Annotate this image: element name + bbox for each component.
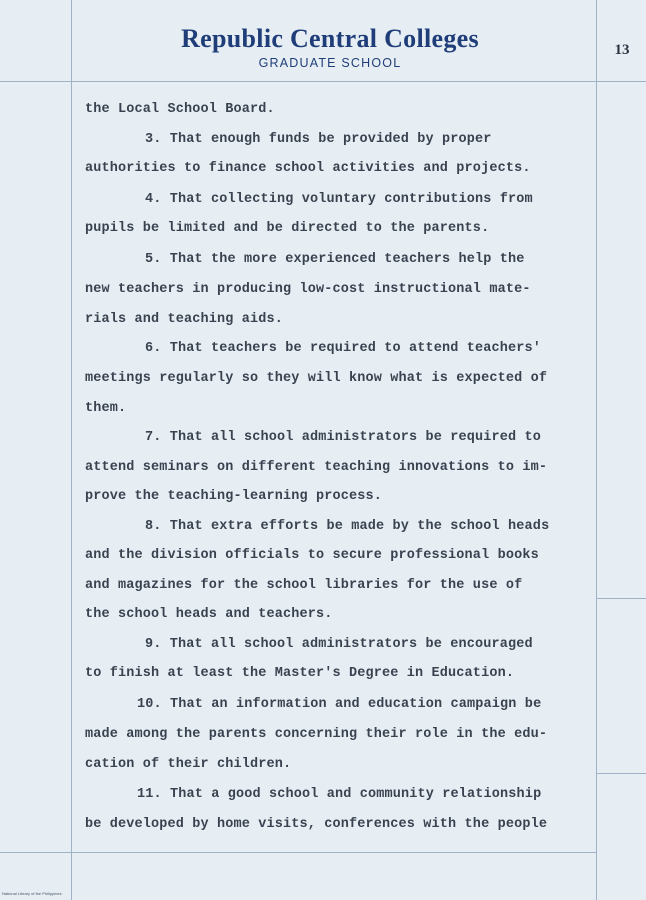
text-line: meetings regularly so they will know what is expected of	[85, 371, 548, 386]
text-line: prove the teaching-learning process.	[85, 489, 383, 504]
footer-rule	[0, 852, 596, 853]
text-line: 11. That a good school and community relationship	[137, 787, 542, 802]
text-line: 4. That collecting voluntary contributions from	[145, 192, 533, 207]
text-line: 5. That the more experienced teachers help the	[145, 252, 525, 267]
page-number: 13	[614, 42, 630, 58]
text-line: to finish at least the Master's Degree in Education.	[85, 666, 515, 681]
text-line: 6. That teachers be required to attend teachers'	[145, 341, 542, 356]
text-line: cation of their children.	[85, 757, 292, 772]
text-line: 3. That enough funds be provided by proper	[145, 132, 492, 147]
text-line: them.	[85, 401, 127, 416]
text-line: made among the parents concerning their role in the edu-	[85, 727, 548, 742]
text-line: be developed by home visits, conferences with the people	[85, 817, 548, 832]
text-line: pupils be limited and be directed to the parents.	[85, 221, 490, 236]
text-line: and the division officials to secure professional books	[85, 548, 539, 563]
text-line: the school heads and teachers.	[85, 607, 333, 622]
text-line: 7. That all school administrators be required to	[145, 430, 542, 445]
text-line: the Local School Board.	[85, 102, 275, 117]
text-line: 10. That an information and education campaign be	[137, 697, 542, 712]
text-line: and magazines for the school libraries for the use of	[85, 578, 523, 593]
text-line: 9. That all school administrators be encouraged	[145, 637, 533, 652]
text-line: 8. That extra efforts be made by the school heads	[145, 519, 550, 534]
text-line: rials and teaching aids.	[85, 312, 284, 327]
text-line: authorities to finance school activities and projects.	[85, 161, 531, 176]
school-subtitle: GRADUATE SCHOOL	[258, 56, 402, 70]
archive-credit: National Library of the Philippines	[2, 891, 62, 896]
text-line: new teachers in producing low-cost instructional mate-	[85, 282, 531, 297]
text-line: attend seminars on different teaching innovations to im-	[85, 460, 548, 475]
college-title: Republic Central Colleges	[181, 24, 479, 53]
